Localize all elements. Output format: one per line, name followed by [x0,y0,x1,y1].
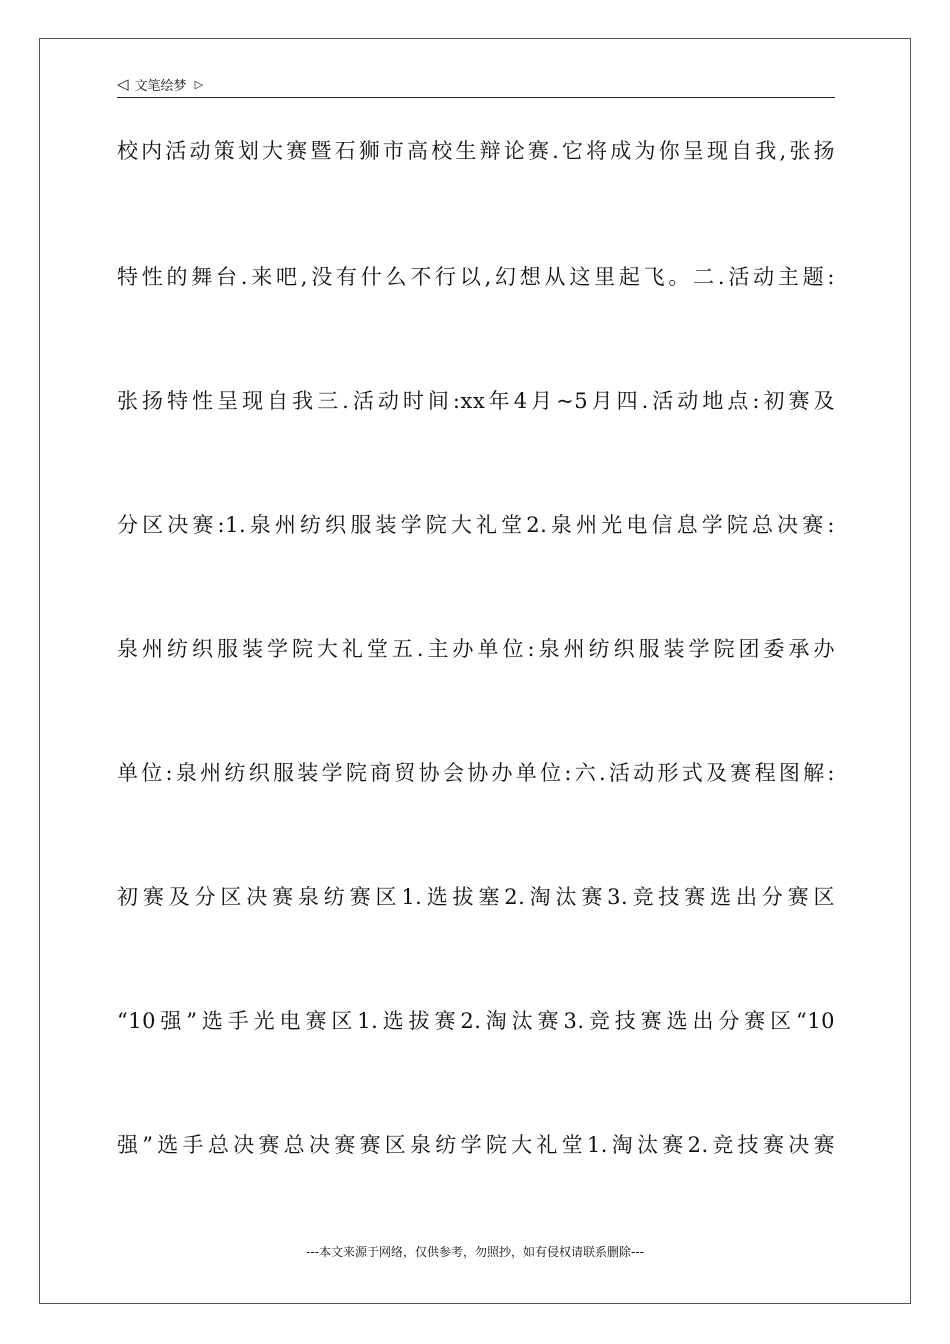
body-line-2: 特性的舞台.来吧,没有什么不行以,幻想从这里起飞。二.活动主题: [117,265,835,289]
body-line-6: 单位:泉州纺织服装学院商贸协会协办单位:六.活动形式及赛程图解: [117,761,835,785]
body-line-7: 初赛及分区决赛泉纺赛区1.选拔塞2.淘汰赛3.竞技赛选出分赛区 [117,885,835,909]
body-line-5: 泉州纺织服装学院大礼堂五.主办单位:泉州纺织服装学院团委承办 [117,637,835,661]
page-header [117,72,835,98]
header-title: 文笔绘梦 [134,79,187,94]
triangle-left-icon: ◁ [117,75,129,93]
body-line-1: 校内活动策划大赛暨石狮市高校生辩论赛.它将成为你呈现自我,张扬 [117,139,835,163]
body-line-3: 张扬特性呈现自我三.活动时间:xx年4月~5月四.活动地点:初赛及 [117,389,835,413]
triangle-right-icon: ▷ [194,78,204,91]
body-line-4: 分区决赛:1.泉州纺织服装学院大礼堂2.泉州光电信息学院总决赛: [117,513,835,537]
body-line-9: 强”选手总决赛总决赛赛区泉纺学院大礼堂1.淘汰赛2.竞技赛决赛 [117,1133,835,1157]
body-line-8: “10强”选手光电赛区1.选拔赛2.淘汰赛3.竞技赛选出分赛区“10 [117,1009,835,1033]
page-border [39,38,911,1304]
footer-disclaimer: ---本文来源于网络，仅供参考，勿照抄，如有侵权请联系删除--- [306,1245,644,1259]
